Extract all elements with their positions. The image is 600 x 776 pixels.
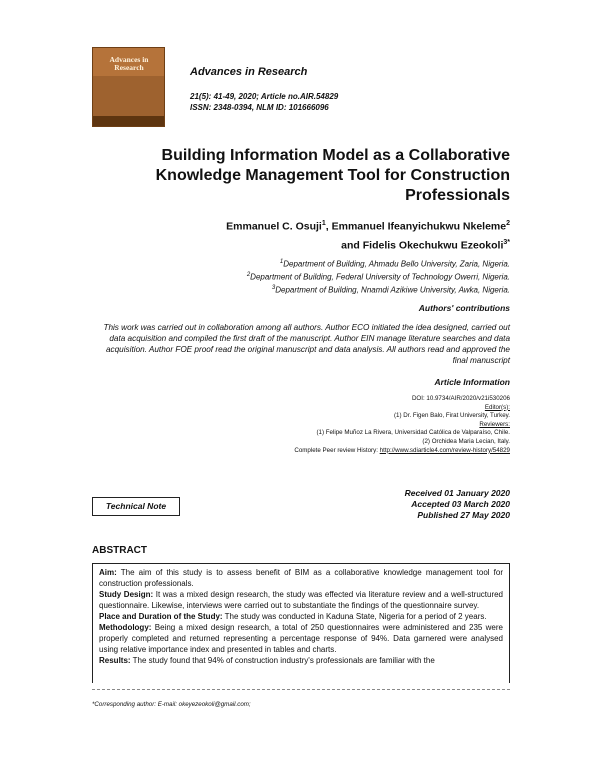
abstract-box	[92, 563, 510, 683]
author-name: Emmanuel C. Osuji	[226, 220, 322, 233]
title-line: Building Information Model as a Collaborative	[161, 147, 510, 164]
reviewer: (1) Felipe Muñoz La Rivera, Universidad Católica de Valparaíso, Chile.	[316, 429, 510, 437]
affil-mark: 1	[279, 259, 284, 265]
author-name: and Fidelis Okechukwu Ezeokoli	[341, 239, 504, 251]
affiliations	[150, 257, 510, 296]
affil-mark: 3	[271, 285, 276, 292]
accepted-date: Accepted 03 March 2020	[411, 499, 510, 509]
author-list: Emmanuel C. Osuji$^1$, Emmanuel Ifeanyichukwu Nkeleme$^2$ and Fidelis Okechukwu Ezeokoli$^{3*}$	[226, 220, 510, 251]
abstract-text: Being a mixed design research, a total of 250 questionnaires were administered and 235 were properly completed and returned representing a percentage response of 94%. Data garnered were analysed using relative importance index and presented in tables and charts.	[99, 623, 503, 654]
affiliation	[150, 283, 510, 296]
citation-block	[190, 91, 338, 113]
abstract-text: It was a mixed design research, the study was effected via literature review and a well-structured questionnaire. Likewise, interviews were carried out to substantiate the findings of the questionnaire survey.	[99, 590, 504, 610]
article-info-heading: Article Information	[434, 377, 510, 387]
affil-text: Department of Building, Ahmadu Bello University, Zaria, Nigeria.	[283, 259, 510, 269]
abstract-label: Aim:	[99, 568, 117, 577]
affiliation	[150, 257, 510, 270]
editor: (1) Dr. Figen Balo, Firat University, Turkey.	[394, 412, 510, 420]
contributions-text: This work was carried out in collaboration among all authors. Author ECO initiated the idea designed, carried out data acquisition and compiled the first draft of the manuscript. Author EIN manage literature searches and data acquisition. Author FOE proof read the original manuscript and data analysis. All authors read and approved the final manuscript	[103, 323, 510, 365]
abstract-section	[99, 655, 503, 666]
editor-label: Editor(s):	[484, 403, 510, 411]
contributions-heading: Authors' contributions	[418, 303, 510, 313]
author-name: Emmanuel Ifeanyichukwu Nkeleme	[331, 220, 507, 233]
history-link[interactable]: http://www.sdiarticle4.com/review-history/54829	[379, 446, 510, 454]
paper-title	[110, 146, 510, 206]
article-type-box: Technical Note	[92, 497, 180, 516]
affiliation	[150, 270, 510, 283]
abstract-label: Study Design:	[99, 590, 154, 599]
affil-text: Department of Building, Federal University of Technology Owerri, Nigeria.	[250, 272, 510, 282]
doi: DOI: 10.9734/AIR/2020/v21i530206	[411, 395, 510, 402]
history-label: Complete Peer review History:	[294, 446, 378, 454]
article-info	[200, 395, 510, 455]
journal-cover-image	[92, 47, 165, 127]
author-affil-mark: 1	[321, 220, 326, 227]
affil-text: Department of Building, Nnamdi Azikiwe University, Awka, Nigeria.	[275, 285, 510, 295]
cover-footer-band	[93, 116, 164, 126]
abstract-section	[99, 567, 503, 589]
article-dates	[300, 488, 510, 521]
abstract-section	[99, 611, 503, 622]
author-affil-mark: 3*	[503, 238, 510, 246]
abstract-label: Place and Duration of the Study:	[99, 612, 223, 621]
issn: ISSN: 2348-0394, NLM ID: 101666096	[190, 103, 329, 112]
abstract-text: The study found that 94% of construction industry's professionals are familiar with the	[132, 656, 435, 665]
cover-title: Advances in Research	[109, 55, 149, 72]
abstract-label: Results:	[99, 656, 131, 665]
abstract-section	[99, 589, 503, 611]
affil-mark: 2	[246, 272, 251, 279]
reviewer: (2) Orchidea Maria Lecian, Italy.	[422, 437, 510, 445]
received-date: Received 01 January 2020	[404, 488, 510, 498]
corresponding-author-footnote: *Corresponding author: E-mail: okeyezeokoli@gmail.com;	[92, 701, 251, 708]
title-line: Professionals	[405, 187, 510, 204]
published-date: Published 27 May 2020	[417, 510, 510, 520]
abstract-section	[99, 622, 503, 655]
footnote-divider	[92, 689, 510, 690]
author-affil-mark: 2	[506, 220, 510, 227]
abstract-text: The aim of this study is to assess benefit of BIM as a collaborative knowledge management tool for construction professionals.	[99, 568, 503, 588]
abstract-text: The study was conducted in Kaduna State, Nigeria for a period of 2 years.	[224, 612, 487, 621]
reviewers-label: Reviewers:	[479, 420, 510, 428]
abstract-label: Methodology:	[99, 623, 152, 632]
journal-name: Advances in Research	[190, 66, 308, 78]
cover-band	[93, 76, 164, 116]
citation: 21(5): 41-49, 2020; Article no.AIR.54829	[190, 92, 339, 101]
abstract-heading: ABSTRACT	[92, 545, 147, 556]
title-line: Knowledge Management Tool for Construction	[155, 167, 510, 184]
